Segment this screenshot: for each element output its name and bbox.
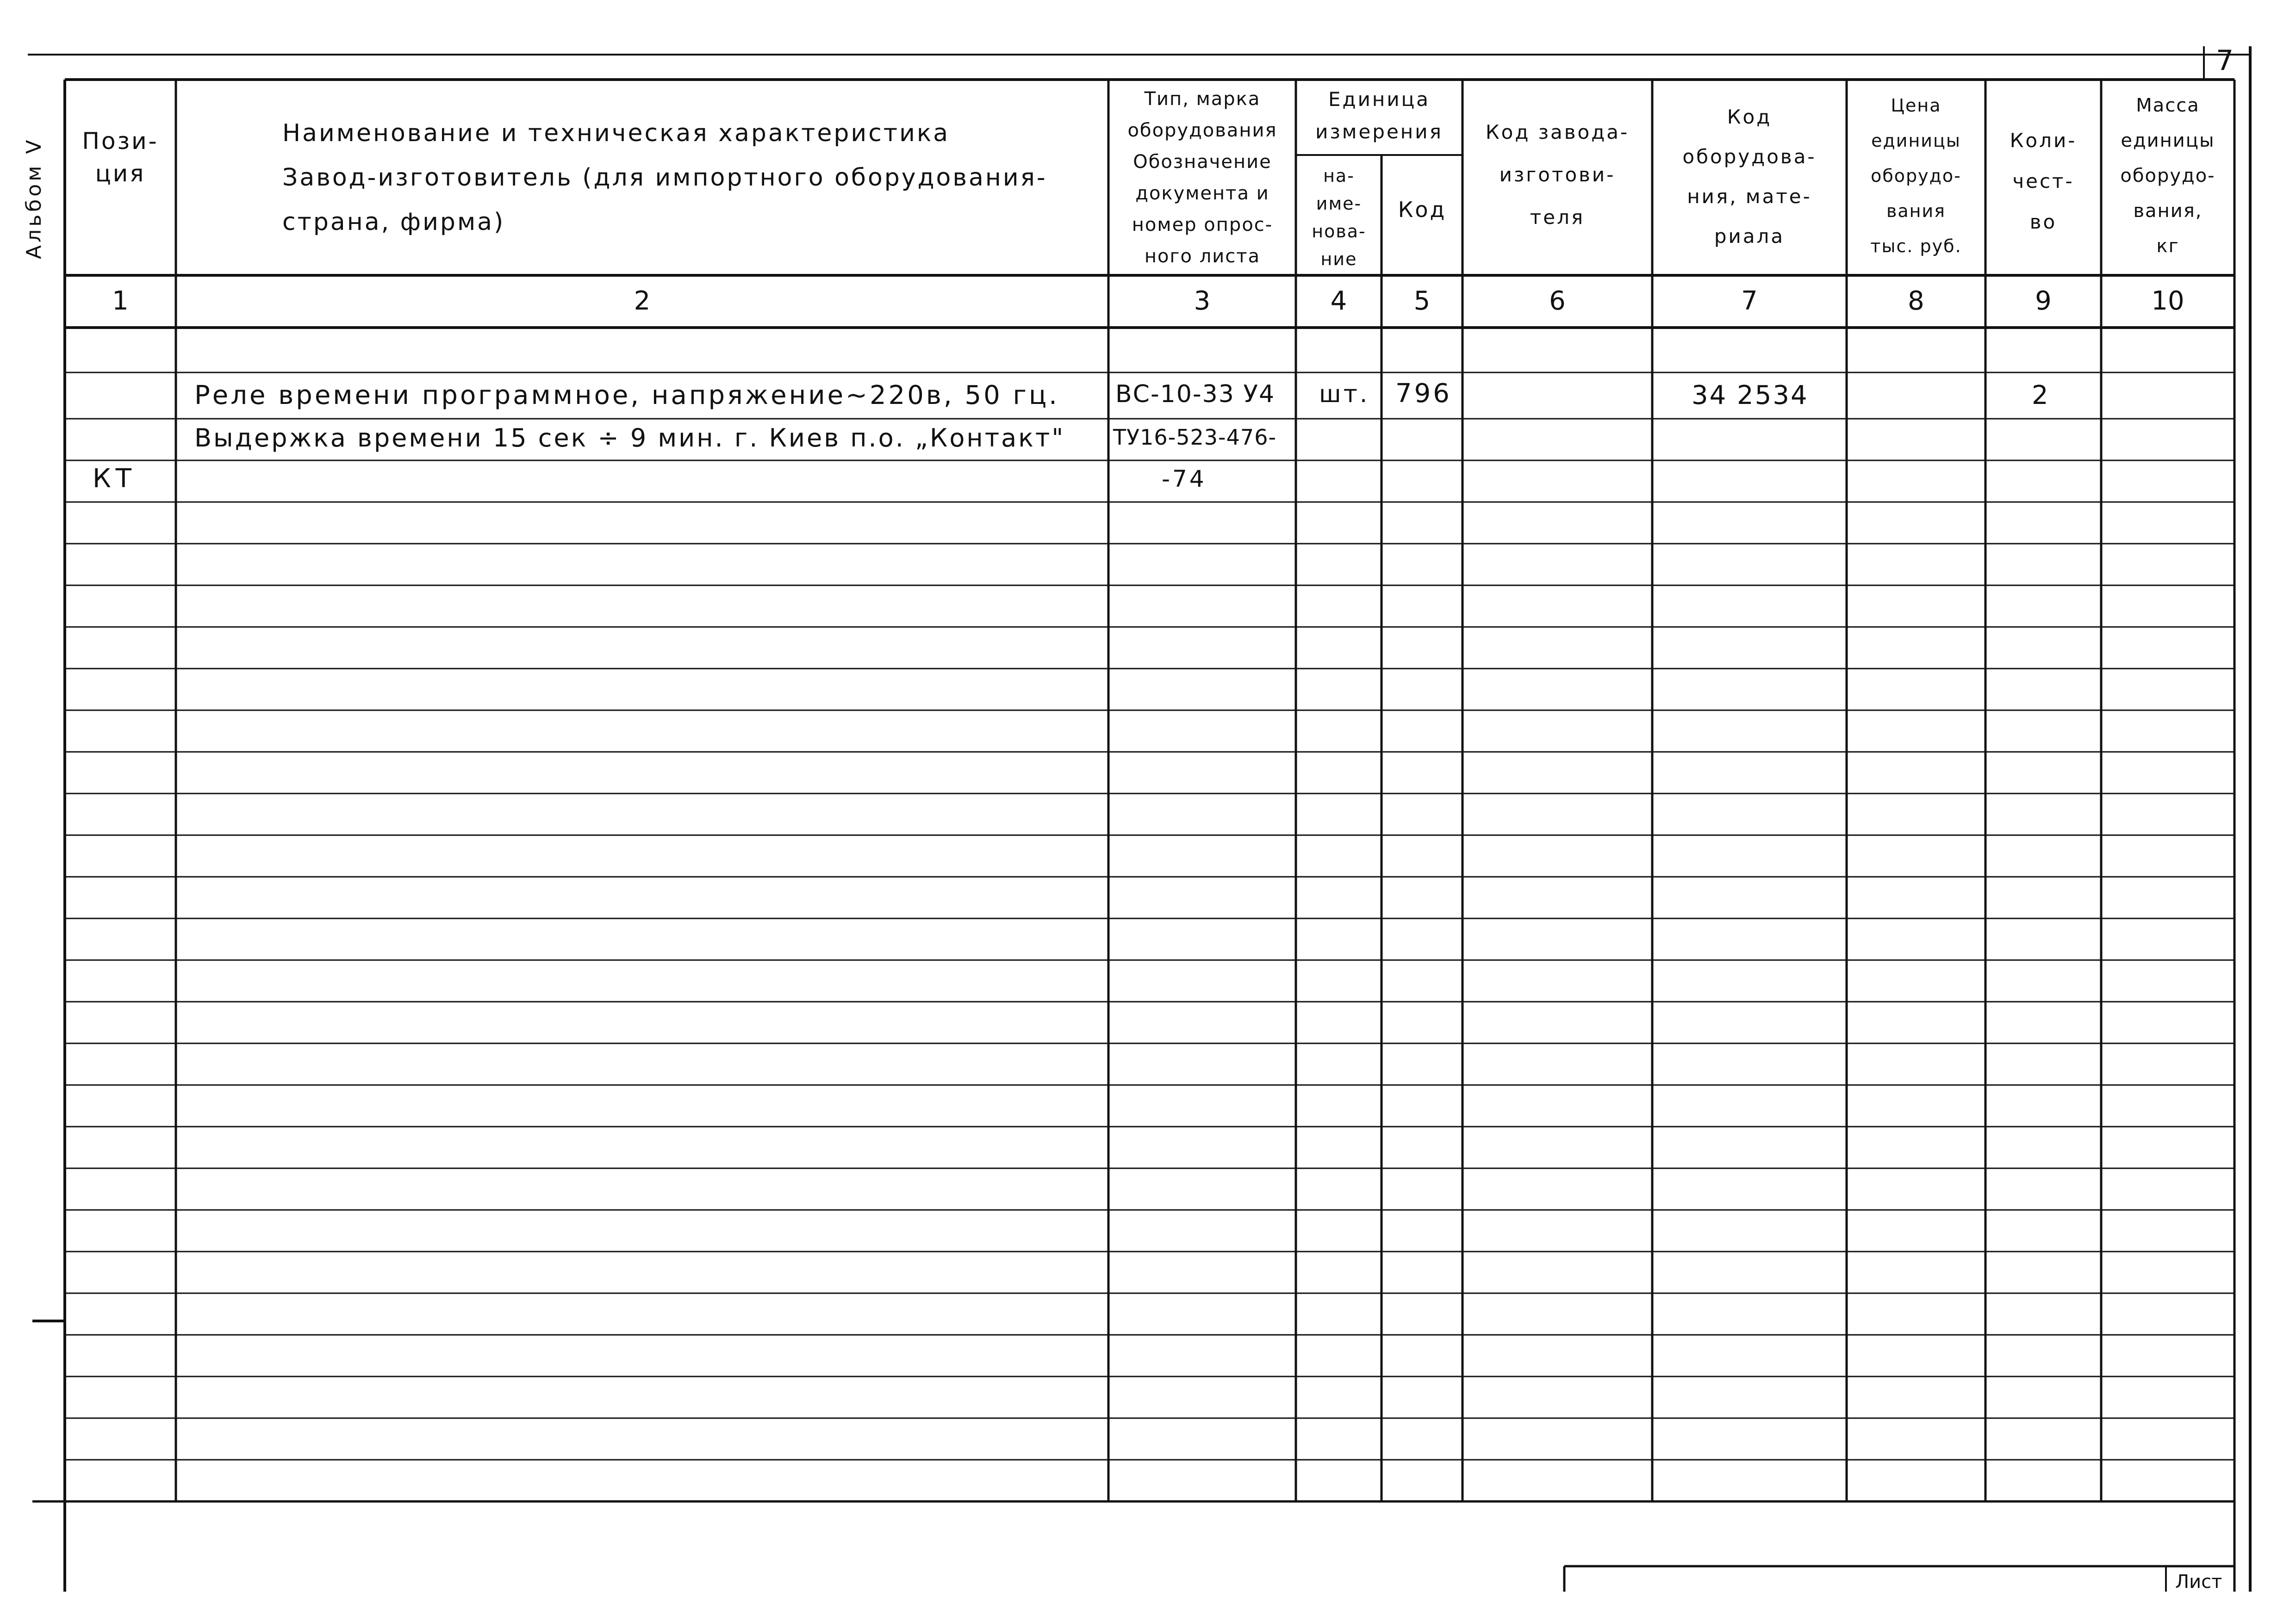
header-equipment-code: Код оборудова- ния, мате- риала	[1682, 105, 1817, 248]
page-number: 7	[2216, 44, 2234, 77]
header-price: Цена единицы оборудо- вания тыс. руб.	[1870, 95, 1962, 256]
row-2-type: ТУ16-523-476-	[1113, 425, 1277, 450]
column-number-6: 6	[1549, 286, 1566, 316]
column-number-2: 2	[634, 286, 651, 316]
row-2-name: Выдержка времени 15 сек ÷ 9 мин. г. Киев п.о. „Контакт"	[194, 423, 1065, 453]
column-number-4: 4	[1330, 286, 1347, 316]
album-label: Альбом V	[22, 137, 46, 259]
header-quantity: Коли- чест- во	[2010, 129, 2077, 233]
column-number-1: 1	[112, 286, 129, 316]
header-type: Тип, марка оборудования Обозначение документа и номер опрос- ного листа	[1127, 88, 1277, 267]
header-name: Наименование и техническая характеристика Завод-изготовитель (для импортного оборудования- страна, фирма)	[282, 119, 1047, 236]
header-mass: Масса единицы оборудо- вания, кг	[2120, 95, 2215, 257]
sheet-label: Лист	[2175, 1571, 2222, 1593]
column-number-3: 3	[1194, 286, 1211, 316]
row-3-position: КТ	[93, 464, 136, 494]
column-number-8: 8	[1908, 286, 1924, 316]
row-1-unit-code: 796	[1395, 378, 1452, 409]
header-unit-code: Код	[1398, 197, 1447, 222]
column-number-5: 5	[1413, 286, 1431, 316]
row-3-type: -74	[1162, 465, 1207, 492]
row-1-type: ВС-10-33 У4	[1115, 380, 1276, 408]
row-1-unit: шт.	[1319, 380, 1370, 408]
column-number-7: 7	[1741, 286, 1758, 316]
row-1-quantity: 2	[2032, 380, 2051, 410]
column-number-9: 9	[2035, 286, 2052, 316]
column-number-10: 10	[2151, 286, 2184, 316]
header-factory-code: Код завода- изготови- теля	[1485, 121, 1630, 229]
row-1-equipment-code: 34 2534	[1692, 380, 1809, 410]
header-unit-name: на- име- нова- ние	[1312, 166, 1366, 269]
header-unit-group: Единица измерения	[1315, 88, 1443, 143]
header-position: Пози- ция	[82, 128, 159, 187]
row-1-name: Реле времени программное, напряжение~220в, 50 гц.	[194, 380, 1059, 410]
